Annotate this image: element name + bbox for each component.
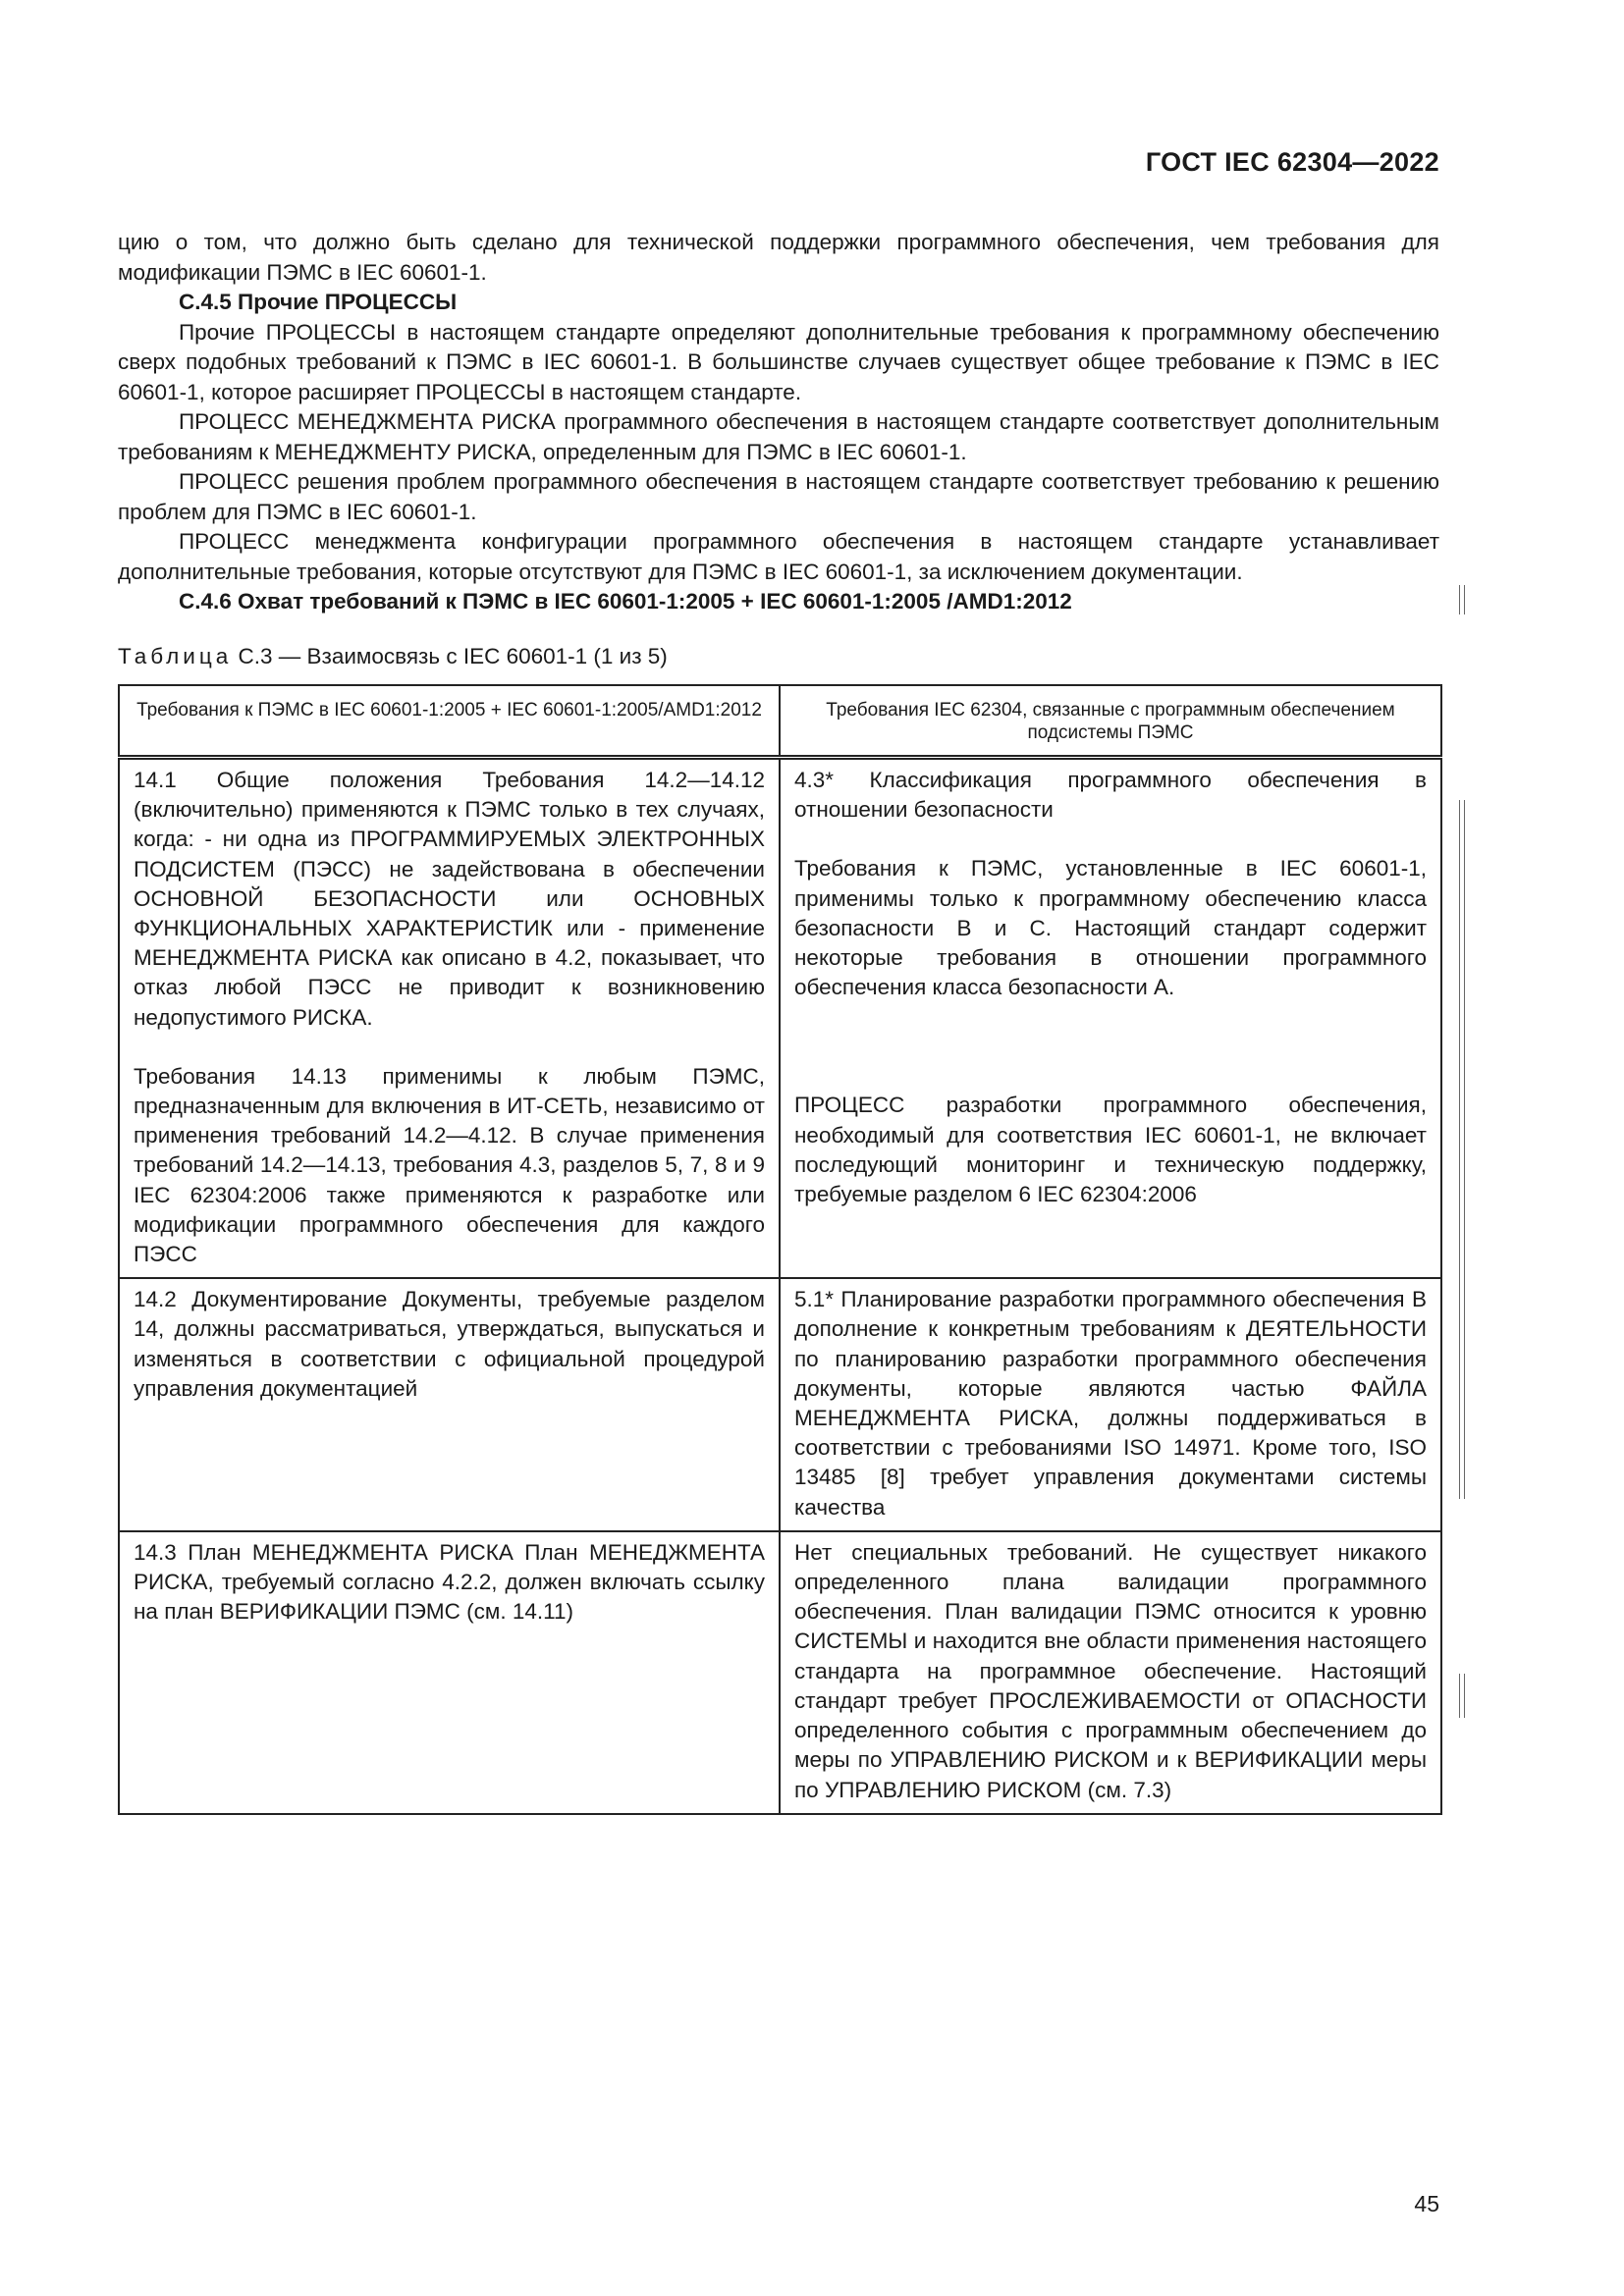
paragraph: ПРОЦЕСС МЕНЕДЖМЕНТА РИСКА программного обеспечения в настоящем стандарте соответствует дополнительным требованиям к МЕНЕДЖМЕНТУ РИСКА, определенным для ПЭМС в IEC 60601-1. — [118, 409, 1439, 464]
table-cell — [119, 1531, 780, 1814]
revision-change-bar — [1459, 800, 1465, 1499]
table-caption-text: С.3 — Взаимосвязь с IEC 60601-1 (1 из 5) — [232, 644, 668, 668]
cell-text: Требования к ПЭМС, установленные в IEC 60601-1, применимы только к программному обеспечению класса безопасности В и С. Настоящий стандарт содержит некоторые требования в отношении программного обеспечения класса безопасности А. — [794, 856, 1427, 1000]
cell-text: Требования 14.13 применимы к любым ПЭМС, предназначенным для включения в ИТ-СЕТЬ, независимо от применения требований 14.2—4.12. В случае применения требований 14.2—14.13, требования 4.3, разделов 5, 7, 8 и 9 IEC 62304:2006 также применяются к разработке или модификации программного обеспечения для каждого ПЭСС — [134, 1063, 765, 1267]
table-caption-label: Таблица — [118, 644, 233, 668]
column-header: Требования к ПЭМС в IEC 60601-1:2005 + IEC 60601-1:2005/AMD1:2012 — [119, 685, 780, 758]
cell-text: ПРОЦЕСС разработки программного обеспечения, необходимый для соответствия IEC 60601-1, не включает последующий мониторинг и техническую поддержку, требуемые разделом 6 IEC 62304:2006 — [794, 1093, 1427, 1207]
revision-change-bar — [1459, 1674, 1465, 1718]
table-row — [119, 1278, 1441, 1531]
page-number: 45 — [1414, 2191, 1439, 2216]
cell-text: Нет специальных требований. Не существует никакого определенного плана валидации программного обеспечения. План валидации ПЭМС относится к уровню СИСТЕМЫ и находится вне области применения настоящего стандарта на программное обеспечение. Настоящий стандарт требует ПРОСЛЕЖИВАЕМОСТИ от ОПАСНОСТИ определенного события с программным обеспечением до меры по УПРАВЛЕНИЮ РИСКОМ и к ВЕРИФИКАЦИИ меры по УПРАВЛЕНИЮ РИСКОМ (см. 7.3) — [794, 1539, 1427, 1802]
table-header-row — [119, 685, 1441, 758]
table-row — [119, 758, 1441, 1279]
paragraph-continuation: цию о том, что должно быть сделано для технической поддержки программного обеспечения, чем требования для модификации ПЭМС в IEC 60601-1. — [118, 230, 1439, 285]
table-cell — [780, 1278, 1441, 1531]
cell-text: 14.2 Документирование Документы, требуемые разделом 14, должны рассматриваться, утверждаться, выпускаться и изменяться в соответствии с официальной процедурой управления документацией — [134, 1287, 765, 1401]
column-header: Требования IEC 62304, связанные с программным обеспечением подсистемы ПЭМС — [780, 685, 1441, 758]
table-cell — [119, 1278, 780, 1531]
revision-change-bar — [1459, 585, 1465, 614]
cell-text: 4.3* Классификация программного обеспечения в отношении безопасности — [794, 768, 1427, 823]
paragraph: ПРОЦЕСС менеджмента конфигурации программного обеспечения в настоящем стандарте устанавливает дополнительные требования, которые отсутствуют для ПЭМС в IEC 60601-1, за исключением документации. — [118, 529, 1439, 584]
standard-header: ГОСТ IEC 62304—2022 — [1145, 147, 1439, 177]
table-cell — [119, 758, 780, 1279]
cell-text: 14.1 Общие положения Требования 14.2—14.12 (включительно) применяются к ПЭМС только в тех случаях, когда: - ни одна из ПРОГРАММИРУЕМЫХ ЭЛЕКТРОННЫХ ПОДСИСТЕМ (ПЭСС) не задействована в обеспечении ОСНОВНОЙ БЕЗОПАСНОСТИ или ОСНОВНЫХ ФУНКЦИОНАЛЬНЫХ ХАРАКТЕРИСТИК или - применение МЕНЕДЖМЕНТА РИСКА как описано в 4.2, показывает, что отказ любой ПЭСС не приводит к возникновению недопустимого РИСКА. — [134, 768, 765, 1030]
section-heading-c45: С.4.5 Прочие ПРОЦЕССЫ — [179, 290, 458, 314]
paragraph: ПРОЦЕСС решения проблем программного обеспечения в настоящем стандарте соответствует требованию к решению проблем для ПЭМС в IEC 60601-1. — [118, 469, 1439, 524]
requirements-table — [118, 684, 1442, 1815]
section-heading-c46: С.4.6 Охват требований к ПЭМС в IEC 60601-1:2005 + IEC 60601-1:2005 /AMD1:2012 — [179, 589, 1072, 614]
body-text — [118, 228, 1439, 617]
table-cell — [780, 758, 1441, 1279]
table-row — [119, 1531, 1441, 1814]
cell-text: 5.1* Планирование разработки программного обеспечения В дополнение к конкретным требованиям к ДЕЯТЕЛЬНОСТИ по планированию разработки программного обеспечения документы, которые являются частью ФАЙЛА МЕНЕДЖМЕНТА РИСКА, должны поддерживаться в соответствии с требованиями ISO 14971. Кроме того, ISO 13485 [8] требует управления документами системы качества — [794, 1287, 1427, 1520]
table-caption — [118, 644, 668, 669]
table-cell — [780, 1531, 1441, 1814]
paragraph: Прочие ПРОЦЕССЫ в настоящем стандарте определяют дополнительные требования к программному обеспечению сверх подобных требований к ПЭМС в IEC 60601-1. В большинстве случаев существует общее требование к ПЭМС в IEC 60601-1, которое расширяет ПРОЦЕССЫ в настоящем стандарте. — [118, 319, 1439, 404]
cell-text: 14.3 План МЕНЕДЖМЕНТА РИСКА План МЕНЕДЖМЕНТА РИСКА, требуемый согласно 4.2.2, должен включать ссылку на план ВЕРИФИКАЦИИ ПЭМС (см. 14.11) — [134, 1539, 765, 1625]
